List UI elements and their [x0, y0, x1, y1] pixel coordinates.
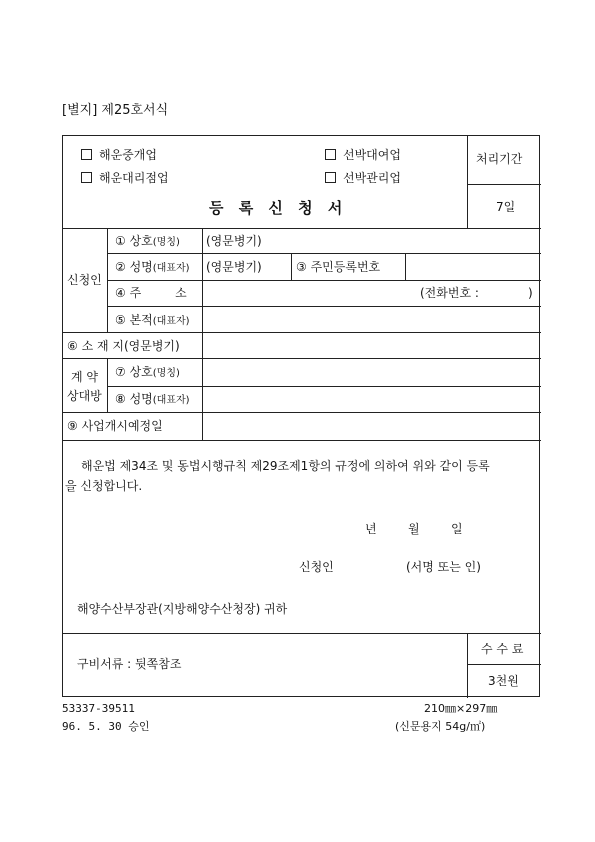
applicant-section-label: 신청인: [67, 273, 102, 287]
party-trade-name-field[interactable]: [206, 361, 536, 383]
resident-number-label: ③ 주민등록번호: [296, 260, 381, 274]
addressee: 해양수산부장관(지방해양수산청장) 귀하: [77, 602, 288, 616]
checkbox-icon: [81, 149, 92, 160]
rep-name-label: ② 성명(대표자): [115, 260, 190, 274]
approval-date: 96. 5. 30 승인: [62, 720, 150, 733]
start-date-field[interactable]: [206, 415, 536, 437]
party-rep-name-label: ⑧ 성명(대표자): [115, 392, 190, 406]
fee-label: 수 수 료: [481, 642, 524, 656]
trade-name-label: ① 상호(명칭): [115, 234, 180, 248]
form-number-label: [별지] 제25호서식: [62, 103, 169, 118]
signature-applicant-label: 신청인: [299, 560, 334, 574]
date-day-label: 일: [451, 522, 463, 536]
contract-party-label-line2: 상대방: [67, 389, 102, 403]
fee-value: 3천원: [488, 674, 519, 688]
statement-line1: 해운법 제34조 및 동법시행규칙 제29조제1항의 규정에 의하여 위와 같이 등록: [81, 459, 490, 473]
processing-period-label: 처리기간: [476, 152, 523, 166]
address-label: ④ 주 소: [115, 286, 187, 300]
trade-name-english-note: (영문병기): [206, 234, 262, 248]
phone-label: (전화번호 :: [420, 286, 479, 300]
required-documents: 구비서류 : 뒷쪽참조: [77, 657, 182, 671]
checkbox-icon: [325, 149, 336, 160]
party-rep-name-field[interactable]: [206, 389, 536, 410]
party-trade-name-label: ⑦ 상호(명칭): [115, 365, 180, 379]
statement-line2: 을 신청합니다.: [65, 479, 143, 493]
checkbox-icon: [81, 172, 92, 183]
checkbox-shipping-agency[interactable]: 해운대리점업: [81, 172, 169, 184]
checkbox-shipping-brokerage[interactable]: 해운중개업: [81, 149, 157, 161]
checkbox-icon: [325, 172, 336, 183]
trade-name-field[interactable]: [283, 230, 533, 251]
registration-form: [62, 135, 540, 697]
domicile-field[interactable]: [206, 309, 536, 330]
start-date-label: ⑨ 사업개시예정일: [67, 419, 163, 433]
contract-party-label-line1: 계 약: [71, 370, 98, 384]
signature-note: (서명 또는 인): [406, 560, 481, 574]
paper-size: 210㎜×297㎜: [424, 702, 498, 715]
form-title: 등 록 신 청 서: [209, 199, 348, 217]
phone-close-paren: ): [528, 286, 533, 300]
address-field[interactable]: [206, 283, 406, 304]
date-month-label: 월: [408, 522, 420, 536]
date-year-label: 년: [365, 522, 377, 536]
paper-type: (신문용지 54g/㎡): [395, 720, 486, 733]
location-field[interactable]: [206, 335, 536, 356]
checkbox-ship-leasing[interactable]: 선박대여업: [325, 149, 401, 161]
resident-number-field[interactable]: [409, 256, 537, 278]
form-code: 53337-39511: [62, 702, 135, 715]
processing-period-value: 7일: [496, 200, 516, 214]
checkbox-ship-management[interactable]: 선박관리업: [325, 172, 401, 184]
rep-name-english-note: (영문병기): [206, 260, 262, 274]
location-label: ⑥ 소 재 지(영문병기): [67, 339, 180, 353]
domicile-label: ⑤ 본적(대표자): [115, 313, 190, 327]
